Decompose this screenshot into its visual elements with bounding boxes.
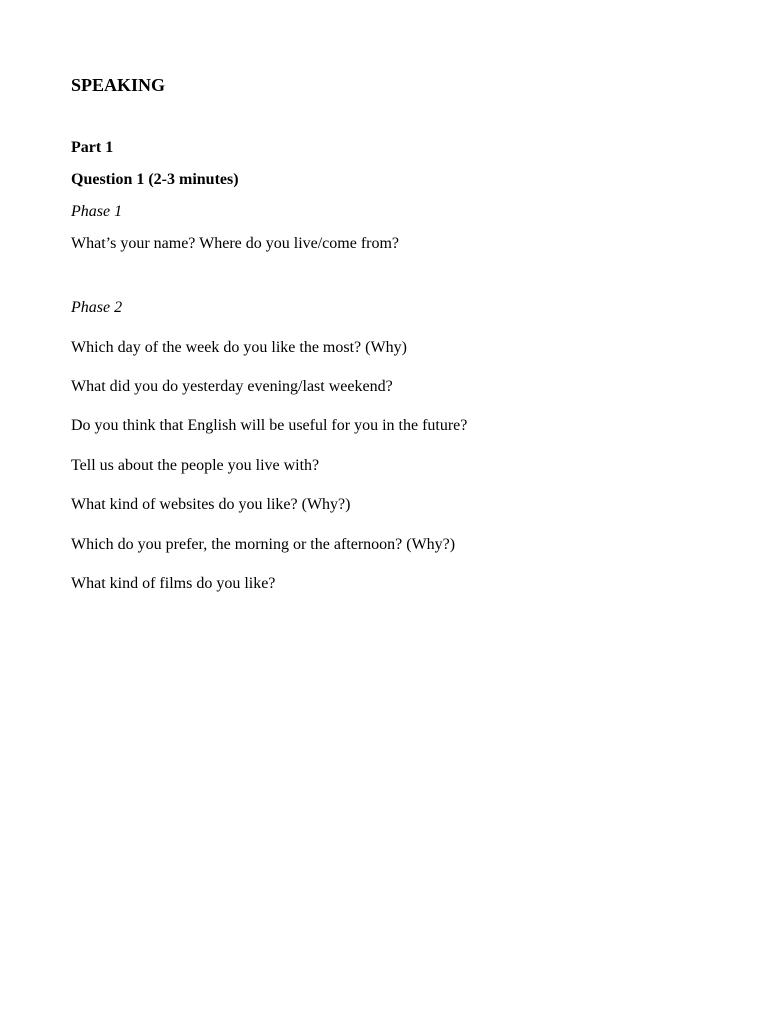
phase-2-question: What kind of websites do you like? (Why?) bbox=[71, 496, 351, 513]
part-heading: Part 1 bbox=[71, 139, 114, 156]
phase-2-question: What kind of films do you like? bbox=[71, 575, 276, 592]
phase-2-heading: Phase 2 bbox=[71, 299, 123, 316]
phase-1-question: What’s your name? Where do you live/come from? bbox=[71, 235, 400, 252]
phase-2-question: Tell us about the people you live with? bbox=[71, 457, 320, 474]
phase-2-question: Do you think that English will be useful for you in the future? bbox=[71, 417, 468, 434]
phase-2-question: Which day of the week do you like the most? (Why) bbox=[71, 339, 407, 356]
phase-2-question: Which do you prefer, the morning or the afternoon? (Why?) bbox=[71, 536, 456, 553]
phase-1-heading: Phase 1 bbox=[71, 203, 123, 220]
page-title: SPEAKING bbox=[71, 75, 166, 95]
question-heading: Question 1 (2-3 minutes) bbox=[71, 171, 239, 188]
phase-2-question: What did you do yesterday evening/last weekend? bbox=[71, 378, 393, 395]
